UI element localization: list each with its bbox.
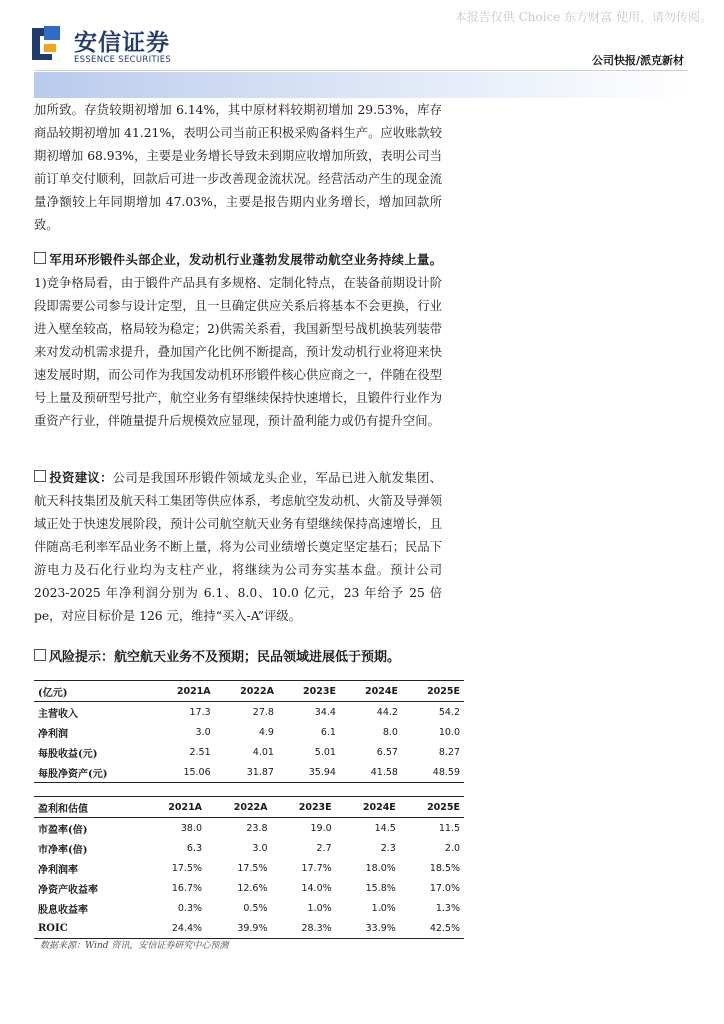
table-cell: 14.0% [301,882,332,894]
paragraph-investment-title: 投资建议： [49,470,113,485]
table-header-row [34,797,464,818]
paragraph-industry-title: 军用环形锻件头部企业，发动机行业蓬勃发展带动航空业务持续上量。 [49,252,442,267]
table-cell: 2.7 [316,842,332,854]
table-row [34,918,464,939]
paragraph-financials [34,99,442,237]
risk-warning-text: 风险提示：航空航天业务不及预期；民品领域进展低于预期。 [49,650,401,665]
table-cell: 4.01 [252,746,274,758]
table-cell: 17.5% [237,862,268,874]
table-cell: 1.0% [371,902,396,914]
table-cell: 27.8 [252,706,274,718]
row-label: 股息收益率 [38,904,88,916]
paragraph-financials-text: 加所致。存货较期初增加 6.14%，其中原材料较期初增加 29.53%，库存商品较期初增加 41.21%，表明公司当前正积极采购备料生产。应收账款较期初增加 68.93%，主要是业务增长导致未到期应收增加所致，表明公司当前订单交付顺利，回款后可进一步改善现金流状况。经营活动产生的现金流量净额较上年同期增加 47.03%，主要是报告期内业务增长，增加回款所致。 [34,103,442,232]
table-cell: 39.9% [206,918,271,939]
table-header-cell: 2024E [336,797,400,818]
paragraph-investment-text: 公司是我国环形锻件领域龙头企业，军品已进入航发集团、航天科技集团及航天科工集团等供应体系，考虑航空发动机、火箭及导弹领域正处于快速发展阶段，预计公司航空航天业务有望继续保持高速增长，且伴随高毛利率军品业务不断上量，将为公司业绩增长奠定坚定基石；民品下游电力及石化行业均为支柱产业，将继续为公司夯实基本盘。预计公司 2023-2025 年净利润分别为 6.1、8.0、10.0 亿元，23 年给予 25 倍 pe，对应目标价是 126 元，维持“买入-A”评级。 [34,471,442,623]
header-banner [34,72,688,98]
row-label: 净资产收益率 [38,884,98,896]
row-label: 市净率(倍) [38,844,88,856]
section-bullet-icon [34,252,46,264]
table-cell: 34.4 [314,706,336,718]
table-cell: 42.5% [400,918,464,939]
table-header-cell: 2022A [215,681,278,702]
table-cell: 0.5% [243,902,268,914]
table-row [34,858,464,878]
row-label: ROIC [34,918,141,939]
table-cell: 6.57 [376,746,398,758]
logo-mark-icon [30,24,62,62]
table-cell: 48.59 [402,762,464,783]
section-bullet-icon [34,649,46,661]
logo-name-cn: 安信证券 [74,30,170,56]
header-report-tag: 公司快报/派克新材 [591,54,684,67]
table-cell: 2.51 [189,746,211,758]
table-cell: 14.5 [374,822,396,834]
valuation-table [34,796,464,939]
table-header-cell: 2025E [402,681,464,702]
table-cell: 54.2 [438,706,460,718]
table-header-cell: 2023E [278,681,340,702]
table-cell: 23.8 [246,822,268,834]
table-header-cell: (亿元) [34,681,151,702]
row-label: 主营收入 [38,708,78,720]
table-cell: 38.0 [180,822,203,834]
section-bullet-icon [34,470,46,482]
table-cell: 18.5% [429,862,460,874]
risk-warning [34,646,464,665]
table-cell: 12.6% [237,882,268,894]
table-row [34,762,464,783]
table-cell: 17.3 [189,706,211,718]
table-header-cell: 2024E [340,681,402,702]
table-cell: 33.9% [336,918,400,939]
table-cell: 28.3% [272,918,336,939]
table-cell: 41.58 [340,762,402,783]
table-cell: 8.27 [438,746,460,758]
table-cell: 8.0 [382,726,398,738]
table-cell: 16.7% [171,882,203,894]
table-cell: 4.9 [258,726,274,738]
table-row [34,722,464,742]
header-divider [34,70,688,71]
watermark-text: 本报告仅供 Choice 东方财富 使用，请勿传阅。 [454,10,712,24]
table-cell: 2.0 [444,842,460,854]
table-cell: 10.0 [438,726,460,738]
row-label: 净利润率 [38,864,78,876]
logo-name-en: ESSENCE SECURITIES [74,55,172,65]
table-row [34,898,464,918]
table-cell: 44.2 [376,706,398,718]
table-cell: 17.5% [171,862,203,874]
table-cell: 31.87 [215,762,278,783]
financial-summary-table [34,680,464,783]
table-header-cell: 盈利和估值 [34,797,141,818]
table-cell: 15.8% [365,882,396,894]
table-cell: 18.0% [365,862,396,874]
table-cell: 3.0 [195,726,211,738]
table-cell: 17.7% [301,862,332,874]
table-header-cell: 2023E [272,797,336,818]
paragraph-investment [34,466,442,628]
table-header-row [34,681,464,702]
row-label: 净利润 [38,728,68,740]
table-cell: 6.3 [186,842,203,854]
table-cell: 15.06 [151,762,214,783]
table-row [34,818,464,839]
table-row [34,702,464,723]
company-logo [30,24,220,70]
table-cell: 3.0 [252,842,268,854]
data-source-note: 数据来源：Wind 资讯，安信证券研究中心预测 [40,941,229,951]
table-cell: 17.0% [429,882,460,894]
table-header-cell: 2021A [151,681,214,702]
table-cell: 1.0% [307,902,332,914]
table-cell: 19.0 [310,822,332,834]
table-cell: 24.4% [141,918,206,939]
row-label: 每股收益(元) [38,748,98,760]
table-header-cell: 2025E [400,797,464,818]
table-row [34,838,464,858]
table-cell: 11.5 [438,822,460,834]
table-row [34,742,464,762]
table-header-cell: 2021A [141,797,206,818]
row-label: 市盈率(倍) [38,824,88,836]
table-cell: 35.94 [278,762,340,783]
table-cell: 2.3 [380,842,396,854]
paragraph-industry-text: 1)竞争格局看，由于锻件产品具有多规格、定制化特点，在装备前期设计阶段即需要公司参与设计定型，且一旦确定供应关系后将基本不会更换，行业进入壁垒较高，格局较为稳定；2)供需关系看，我国新型号战机换装列装带来对发动机需求提升，叠加国产化比例不断提高，预计发动机行业将迎来快速发展时期，而公司作为我国发动机环形锻件核心供应商之一，伴随在役型号上量及预研型号批产，航空业务有望继续保持快速增长，且锻件行业作为重资产行业，伴随量提升后规模效应显现，预计盈利能力或仍有提升空间。 [34,276,442,428]
table-cell: 1.3% [435,902,460,914]
table-cell: 0.3% [177,902,203,914]
row-label: 每股净资产(元) [34,762,151,783]
paragraph-industry [34,248,442,433]
table-header-cell: 2022A [206,797,271,818]
table-cell: 6.1 [320,726,336,738]
table-row [34,878,464,898]
table-cell: 5.01 [314,746,336,758]
